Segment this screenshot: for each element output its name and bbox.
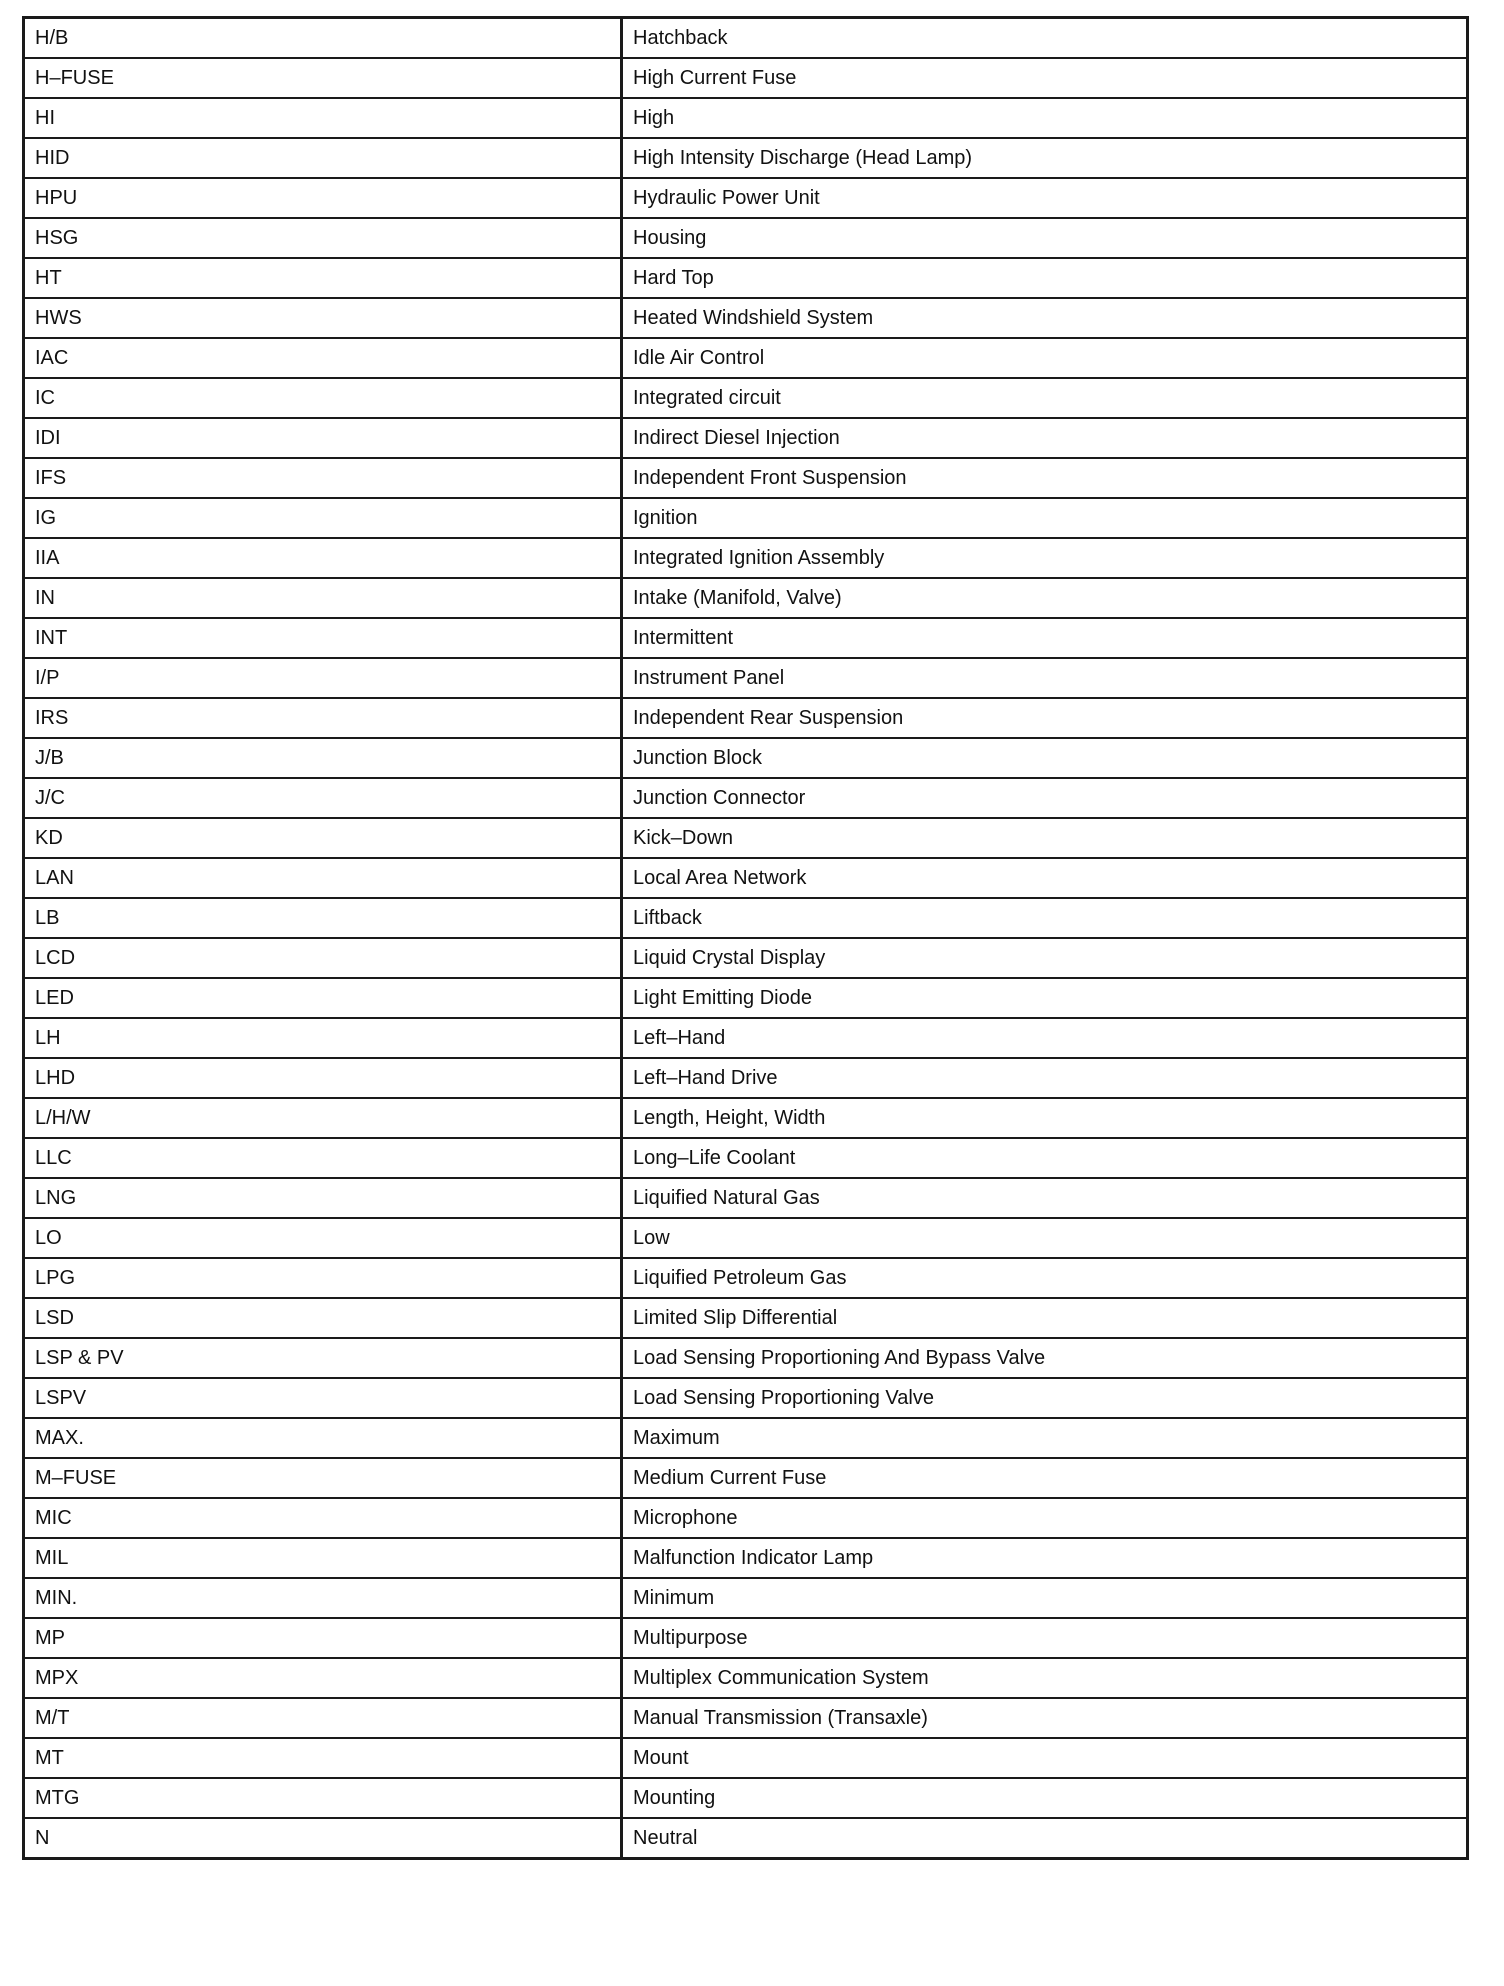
- table-row: [24, 418, 1468, 458]
- abbreviation-cell: IDI: [24, 418, 622, 458]
- abbreviation-cell: HWS: [24, 298, 622, 338]
- definition-cell: Medium Current Fuse: [622, 1458, 1468, 1498]
- definition-cell: Mount: [622, 1738, 1468, 1778]
- table-row: [24, 1178, 1468, 1218]
- definition-cell: Liquid Crystal Display: [622, 938, 1468, 978]
- definition-cell: Multiplex Communication System: [622, 1658, 1468, 1698]
- abbreviation-cell: M/T: [24, 1698, 622, 1738]
- abbreviation-cell: LO: [24, 1218, 622, 1258]
- definition-cell: Hard Top: [622, 258, 1468, 298]
- definition-cell: Independent Front Suspension: [622, 458, 1468, 498]
- table-row: [24, 1258, 1468, 1298]
- definition-cell: Left–Hand: [622, 1018, 1468, 1058]
- table-row: [24, 1058, 1468, 1098]
- abbreviation-cell: LSPV: [24, 1378, 622, 1418]
- definition-cell: Malfunction Indicator Lamp: [622, 1538, 1468, 1578]
- table-row: [24, 58, 1468, 98]
- table-row: [24, 18, 1468, 59]
- abbreviation-cell: IN: [24, 578, 622, 618]
- abbreviation-cell: H–FUSE: [24, 58, 622, 98]
- definition-cell: Liquified Natural Gas: [622, 1178, 1468, 1218]
- definition-cell: Local Area Network: [622, 858, 1468, 898]
- abbreviation-cell: LH: [24, 1018, 622, 1058]
- table-row: [24, 298, 1468, 338]
- table-row: [24, 1578, 1468, 1618]
- table-row: [24, 778, 1468, 818]
- abbreviation-cell: LB: [24, 898, 622, 938]
- definition-cell: Light Emitting Diode: [622, 978, 1468, 1018]
- table-row: [24, 1458, 1468, 1498]
- table-row: [24, 1378, 1468, 1418]
- abbreviation-cell: HID: [24, 138, 622, 178]
- table-row: [24, 1698, 1468, 1738]
- table-row: [24, 1138, 1468, 1178]
- abbreviation-cell: MP: [24, 1618, 622, 1658]
- table-row: [24, 1018, 1468, 1058]
- abbreviation-cell: LED: [24, 978, 622, 1018]
- abbreviation-cell: LSP & PV: [24, 1338, 622, 1378]
- table-row: [24, 578, 1468, 618]
- definition-cell: Intermittent: [622, 618, 1468, 658]
- definition-cell: Long–Life Coolant: [622, 1138, 1468, 1178]
- abbreviation-cell: MIL: [24, 1538, 622, 1578]
- definition-cell: Load Sensing Proportioning And Bypass Valve: [622, 1338, 1468, 1378]
- table-row: [24, 1618, 1468, 1658]
- table-row: [24, 618, 1468, 658]
- definition-cell: Liftback: [622, 898, 1468, 938]
- abbreviation-cell: LLC: [24, 1138, 622, 1178]
- abbreviation-table-body: [24, 18, 1468, 1859]
- abbreviation-cell: L/H/W: [24, 1098, 622, 1138]
- table-row: [24, 1298, 1468, 1338]
- table-row: [24, 1098, 1468, 1138]
- table-row: [24, 1418, 1468, 1458]
- abbreviation-cell: KD: [24, 818, 622, 858]
- definition-cell: Mounting: [622, 1778, 1468, 1818]
- definition-cell: Housing: [622, 218, 1468, 258]
- definition-cell: Junction Block: [622, 738, 1468, 778]
- abbreviation-cell: IC: [24, 378, 622, 418]
- abbreviation-cell: IG: [24, 498, 622, 538]
- table-row: [24, 1538, 1468, 1578]
- abbreviation-cell: I/P: [24, 658, 622, 698]
- abbreviation-table: [22, 16, 1469, 1860]
- abbreviation-cell: HSG: [24, 218, 622, 258]
- definition-cell: Integrated circuit: [622, 378, 1468, 418]
- abbreviation-cell: IFS: [24, 458, 622, 498]
- table-row: [24, 338, 1468, 378]
- definition-cell: Heated Windshield System: [622, 298, 1468, 338]
- definition-cell: Manual Transmission (Transaxle): [622, 1698, 1468, 1738]
- table-row: [24, 138, 1468, 178]
- table-row: [24, 178, 1468, 218]
- table-row: [24, 1818, 1468, 1859]
- abbreviation-cell: MPX: [24, 1658, 622, 1698]
- abbreviation-cell: LCD: [24, 938, 622, 978]
- definition-cell: Limited Slip Differential: [622, 1298, 1468, 1338]
- definition-cell: Multipurpose: [622, 1618, 1468, 1658]
- table-row: [24, 858, 1468, 898]
- abbreviation-cell: HT: [24, 258, 622, 298]
- table-row: [24, 698, 1468, 738]
- definition-cell: Independent Rear Suspension: [622, 698, 1468, 738]
- abbreviation-cell: N: [24, 1818, 622, 1859]
- table-row: [24, 1498, 1468, 1538]
- definition-cell: Intake (Manifold, Valve): [622, 578, 1468, 618]
- table-row: [24, 1778, 1468, 1818]
- table-row: [24, 1338, 1468, 1378]
- abbreviation-cell: LNG: [24, 1178, 622, 1218]
- table-row: [24, 1738, 1468, 1778]
- definition-cell: Instrument Panel: [622, 658, 1468, 698]
- abbreviation-cell: LPG: [24, 1258, 622, 1298]
- abbreviation-cell: IIA: [24, 538, 622, 578]
- definition-cell: Indirect Diesel Injection: [622, 418, 1468, 458]
- table-row: [24, 258, 1468, 298]
- table-row: [24, 738, 1468, 778]
- table-row: [24, 218, 1468, 258]
- abbreviation-cell: LSD: [24, 1298, 622, 1338]
- table-row: [24, 1218, 1468, 1258]
- table-row: [24, 978, 1468, 1018]
- abbreviation-cell: M–FUSE: [24, 1458, 622, 1498]
- abbreviation-cell: MT: [24, 1738, 622, 1778]
- abbreviation-cell: HPU: [24, 178, 622, 218]
- table-row: [24, 658, 1468, 698]
- definition-cell: Integrated Ignition Assembly: [622, 538, 1468, 578]
- abbreviation-cell: INT: [24, 618, 622, 658]
- abbreviation-cell: LAN: [24, 858, 622, 898]
- definition-cell: Length, Height, Width: [622, 1098, 1468, 1138]
- definition-cell: Liquified Petroleum Gas: [622, 1258, 1468, 1298]
- abbreviation-cell: HI: [24, 98, 622, 138]
- definition-cell: High: [622, 98, 1468, 138]
- table-row: [24, 458, 1468, 498]
- abbreviation-cell: IAC: [24, 338, 622, 378]
- definition-cell: Left–Hand Drive: [622, 1058, 1468, 1098]
- definition-cell: Minimum: [622, 1578, 1468, 1618]
- definition-cell: Load Sensing Proportioning Valve: [622, 1378, 1468, 1418]
- definition-cell: Kick–Down: [622, 818, 1468, 858]
- table-row: [24, 938, 1468, 978]
- abbreviation-cell: J/B: [24, 738, 622, 778]
- definition-cell: Neutral: [622, 1818, 1468, 1859]
- definition-cell: Hydraulic Power Unit: [622, 178, 1468, 218]
- table-row: [24, 538, 1468, 578]
- abbreviation-cell: LHD: [24, 1058, 622, 1098]
- definition-cell: High Current Fuse: [622, 58, 1468, 98]
- abbreviation-cell: J/C: [24, 778, 622, 818]
- table-row: [24, 498, 1468, 538]
- table-row: [24, 898, 1468, 938]
- definition-cell: Hatchback: [622, 18, 1468, 59]
- abbreviation-cell: MIC: [24, 1498, 622, 1538]
- definition-cell: Ignition: [622, 498, 1468, 538]
- table-row: [24, 1658, 1468, 1698]
- table-row: [24, 378, 1468, 418]
- definition-cell: Junction Connector: [622, 778, 1468, 818]
- definition-cell: Maximum: [622, 1418, 1468, 1458]
- definition-cell: Microphone: [622, 1498, 1468, 1538]
- abbreviation-cell: IRS: [24, 698, 622, 738]
- abbreviation-cell: MIN.: [24, 1578, 622, 1618]
- definition-cell: Idle Air Control: [622, 338, 1468, 378]
- table-row: [24, 818, 1468, 858]
- definition-cell: High Intensity Discharge (Head Lamp): [622, 138, 1468, 178]
- abbreviation-cell: MAX.: [24, 1418, 622, 1458]
- definition-cell: Low: [622, 1218, 1468, 1258]
- table-row: [24, 98, 1468, 138]
- abbreviation-cell: H/B: [24, 18, 622, 59]
- abbreviation-cell: MTG: [24, 1778, 622, 1818]
